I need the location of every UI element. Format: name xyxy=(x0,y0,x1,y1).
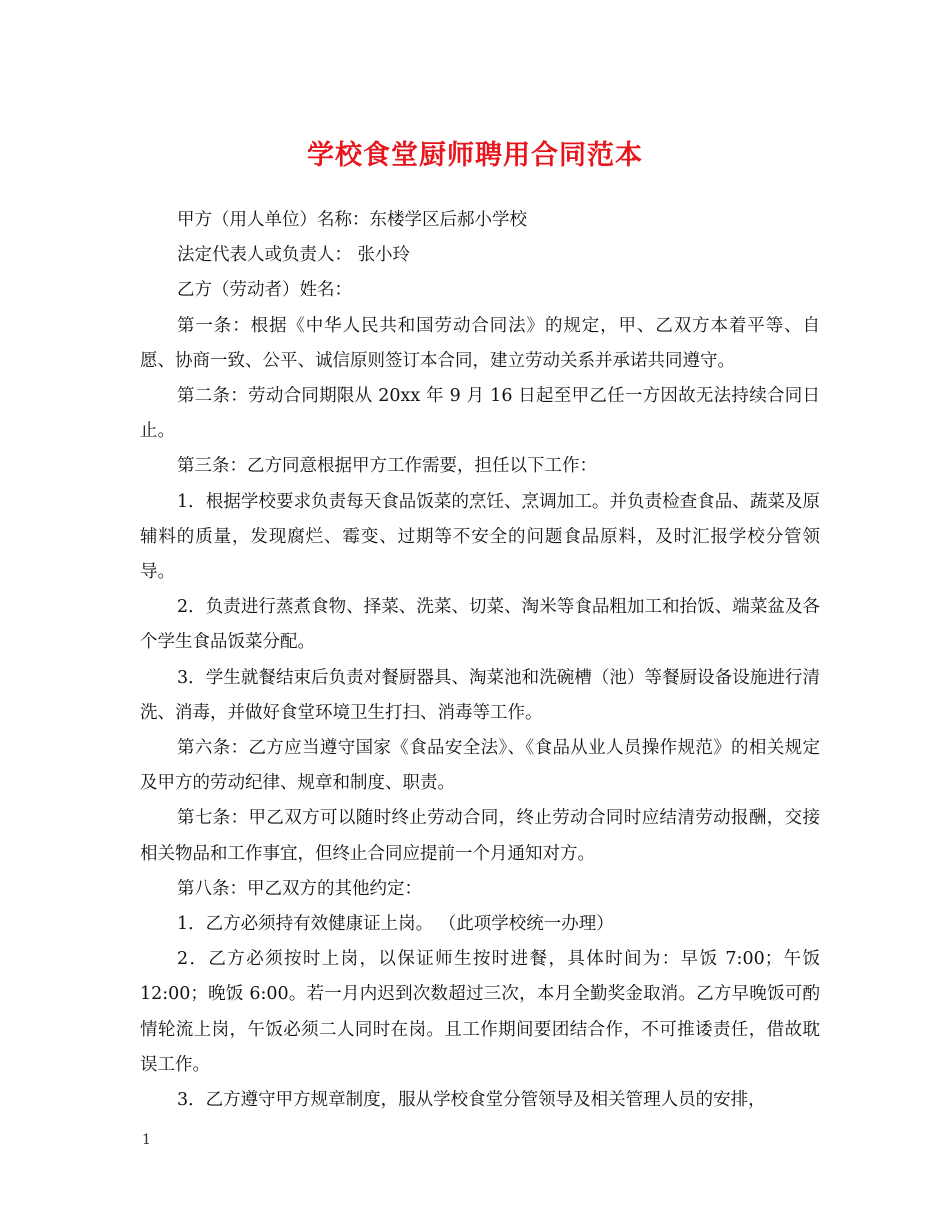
article-3-item-2: 2．负责进行蒸煮食物、择菜、洗菜、切菜、淘米等食品粗加工和抬饭、端菜盆及各个学生食品饭菜分配。 xyxy=(140,597,820,653)
article-2: 第二条：劳动合同期限从 20xx 年 9 月 16 日起至甲乙任一方因故无法持续合同日止。 xyxy=(140,386,820,442)
article-3-item-1: 1．根据学校要求负责每天食品饭菜的烹饪、烹调加工。并负责检查食品、蔬菜及原辅料的质量，发现腐烂、霉变、过期等不安全的问题食品原料，及时汇报学校分管领导。 xyxy=(140,491,820,583)
article-6: 第六条：乙方应当遵守国家《食品安全法》、《食品从业人员操作规范》的相关规定及甲方的劳动纪律、规章和制度、职责。 xyxy=(140,738,820,794)
legal-representative: 法定代表人或负责人： 张小玲 xyxy=(177,245,411,266)
article-3-item-3: 3．学生就餐结束后负责对餐厨器具、淘菜池和洗碗槽（池）等餐厨设备设施进行清洗、消毒，并做好食堂环境卫生打扫、消毒等工作。 xyxy=(140,667,820,723)
article-7: 第七条：甲乙双方可以随时终止劳动合同，终止劳动合同时应结清劳动报酬，交接相关物品和工作事宜，但终止合同应提前一个月通知对方。 xyxy=(140,808,820,864)
page-number: 1 xyxy=(142,1132,151,1148)
article-8-item-1: 1．乙方必须持有效健康证上岗。 （此项学校统一办理） xyxy=(177,914,614,935)
article-3: 第三条：乙方同意根据甲方工作需要，担任以下工作： xyxy=(177,456,597,477)
party-a-name: 甲方（用人单位）名称：东楼学区后郝小学校 xyxy=(177,210,527,230)
article-1: 第一条：根据《中华人民共和国劳动合同法》的规定，甲、乙双方本着平等、自愿、协商一致、公平、诚信原则签订本合同，建立劳动关系并承诺共同遵守。 xyxy=(140,315,820,371)
article-8-item-3: 3．乙方遵守甲方规章制度，服从学校食堂分管领导及相关管理人员的安排， xyxy=(177,1090,766,1111)
article-8: 第八条：甲乙双方的其他约定： xyxy=(177,878,422,899)
party-b-name: 乙方（劳动者）姓名： xyxy=(177,280,352,301)
article-8-item-2: 2．乙方必须按时上岗，以保证师生按时进餐，具体时间为：早饭 7:00；午饭 12:00；晚饭 6:00。若一月内迟到次数超过三次，本月全勤奖金取消。乙方早晚饭可酌情轮流上岗，午饭必须二人同时在岗。且工作期间要团结合作，不可推诿责任，借故耽误工作。 xyxy=(140,949,820,1075)
document-title: 学校食堂厨师聘用合同范本 xyxy=(307,140,643,171)
document-body xyxy=(140,203,820,1118)
